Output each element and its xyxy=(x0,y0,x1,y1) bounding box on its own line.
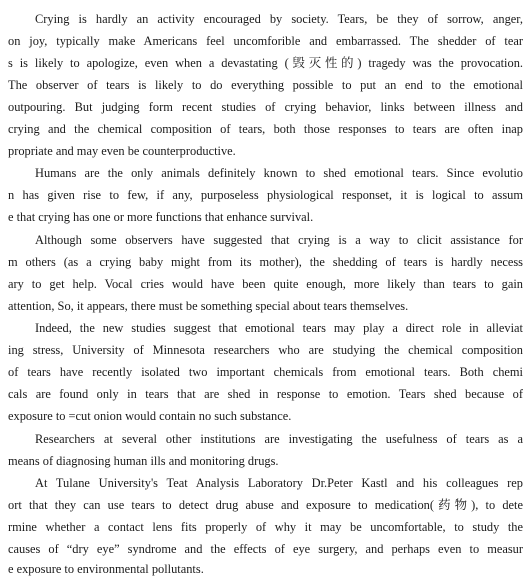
text-line: means of diagnosing human ills and monitoring drugs. xyxy=(8,454,279,468)
text-line: Humans are the only animals definitely known to shed emotional tears. Since evolutio xyxy=(35,166,523,180)
text-line: e that crying has one or more functions that enhance survival. xyxy=(8,210,314,224)
text-line: on joy, typically make Americans feel uncomforible and embarrassed. The shedder of tear xyxy=(8,34,523,48)
text-line: cals are found only in tears that are shed in response to emotion. Tears shed because of xyxy=(8,387,523,401)
text-line: of tears have recently isolated two important chemicals from emotional tears. Both chemi xyxy=(8,365,523,379)
text-line: attention, So, it appears, there must be something special about tears themselves. xyxy=(8,299,409,313)
text-line: crying and the chemical composition of tears, both those responses to tears are often inap xyxy=(8,122,523,136)
text-line: Researchers at several other institutions are investigating the usefulness of tears as a xyxy=(35,432,523,446)
text-line: At Tulane University's Teat Analysis Laboratory Dr.Peter Kastl and his colleagues rep xyxy=(35,476,523,490)
text-line: exposure to =cut onion would contain no such substance. xyxy=(8,409,292,423)
text-line: rmine whether a contact lens fits properly of why it may be uncomfortable, to study the xyxy=(8,520,523,534)
text-line: s is likely to apologize, even when a devastating (毁灭性的) tragedy was the provocation. xyxy=(8,56,523,70)
text-line: e exposure to environmental pollutants. xyxy=(8,562,204,576)
text-line: ary to get help. Vocal cries would have been quite enough, more likely than tears to gain xyxy=(8,277,523,291)
text-line: m others (as a crying baby might from its mother), the shedding of tears is hardly necess xyxy=(8,255,523,269)
text-line: outpouring. But judging form recent studies of crying behavior, links between illness and xyxy=(8,100,523,114)
text-line: n has given rise to few, if any, purposeless physiological responset, it is logical to assum xyxy=(8,188,523,202)
text-line: ing stress, University of Minnesota researchers who are studying the chemical composition xyxy=(8,343,523,357)
text-line: Indeed, the new studies suggest that emotional tears may play a direct role in alleviat xyxy=(35,321,523,335)
text-line: Crying is hardly an activity encouraged by society. Tears, be they of sorrow, anger, xyxy=(35,12,523,26)
text-line: causes of “dry eye” syndrome and the effects of eye surgery, and perhaps even to measur xyxy=(8,542,523,556)
text-line: Although some observers have suggested that crying is a way to clicit assistance for xyxy=(35,233,523,247)
text-line: propriate and may even be counterproductive. xyxy=(8,144,236,158)
text-line: The observer of tears is likely to do everything possible to put an end to the emotional xyxy=(8,78,523,92)
text-line: ort that they can use tears to detect drug abuse and exposure to medication(药物), to dete xyxy=(8,498,523,512)
